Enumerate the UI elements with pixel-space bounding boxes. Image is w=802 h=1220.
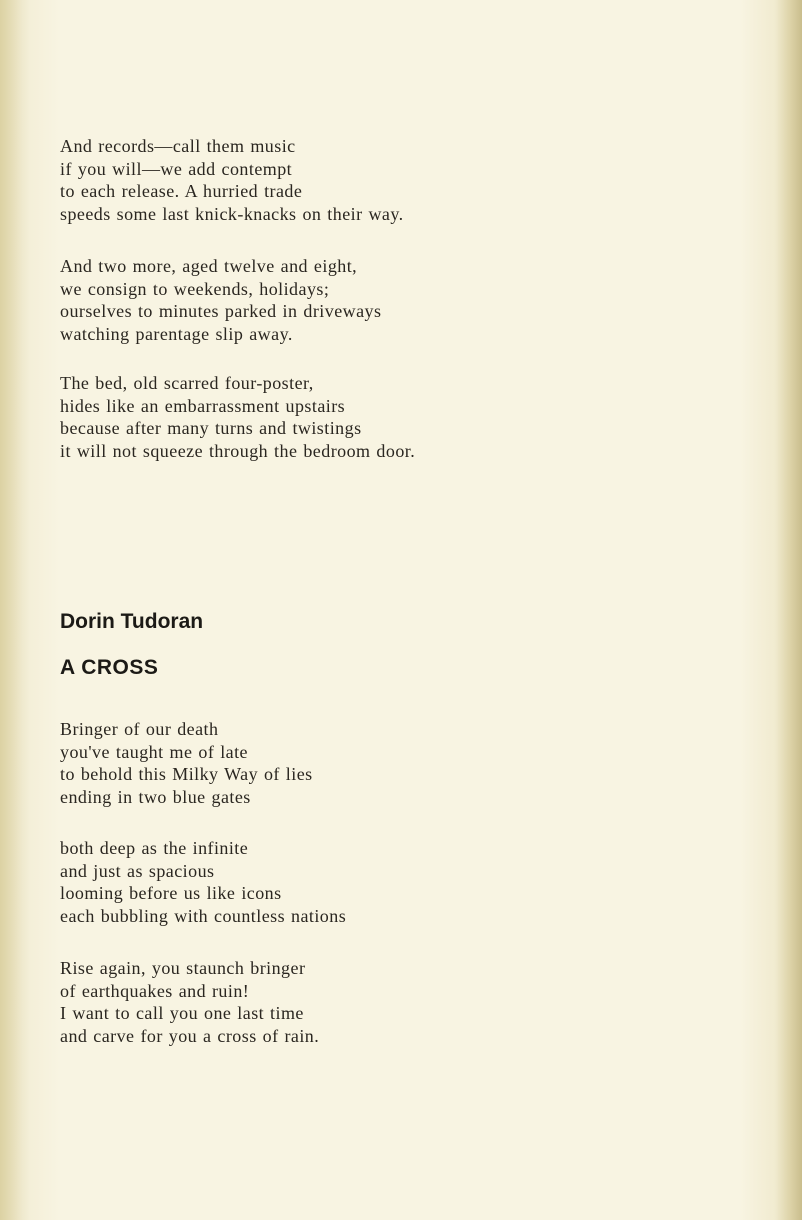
poem-line: ourselves to minutes parked in driveways <box>60 301 382 321</box>
poem1-stanza-1 <box>60 135 404 225</box>
poem-line: to each release. A hurried trade <box>60 181 303 201</box>
poem-line: you've taught me of late <box>60 741 248 762</box>
poem-line: it will not squeeze through the bedroom door. <box>60 440 416 461</box>
poem-line: both deep as the infinite <box>60 838 249 858</box>
poem-line: Rise again, you staunch bringer <box>60 958 306 978</box>
poem-line: watching parentage slip away. <box>60 323 293 344</box>
poem-line: each bubbling with countless nations <box>60 905 347 926</box>
poem-title: A CROSS <box>60 656 159 679</box>
poem-line: to behold this Milky Way of lies <box>60 764 313 784</box>
poem-line: I want to call you one last time <box>60 1003 304 1023</box>
poem1-stanza-2 <box>60 255 381 345</box>
poem2-stanza-2 <box>60 837 346 927</box>
poem-line: if you will—we add contempt <box>60 158 293 179</box>
poem-line: we consign to weekends, holidays; <box>60 278 330 299</box>
poem-line: Bringer of our death <box>60 719 219 739</box>
poem-line: And two more, aged twelve and eight, <box>60 256 358 276</box>
poem2-stanza-3 <box>60 957 319 1047</box>
poem-line: speeds some last knick-knacks on their way. <box>60 203 404 224</box>
poem-line: ending in two blue gates <box>60 786 251 807</box>
poem-line: The bed, old scarred four-poster, <box>60 373 314 393</box>
poem-line: looming before us like icons <box>60 883 282 903</box>
poem-line: because after many turns and twistings <box>60 418 362 438</box>
poem-line: and just as spacious <box>60 860 215 881</box>
poem-line: hides like an embarrassment upstairs <box>60 395 346 416</box>
poem1-stanza-3 <box>60 372 415 462</box>
poem2-stanza-1 <box>60 718 313 808</box>
poem-line: of earthquakes and ruin! <box>60 980 250 1001</box>
poem-line: and carve for you a cross of rain. <box>60 1025 320 1046</box>
poem-author: Dorin Tudoran <box>60 610 204 633</box>
page-gutter-shadow <box>0 0 30 1220</box>
poem-line: And records—call them music <box>60 136 296 156</box>
